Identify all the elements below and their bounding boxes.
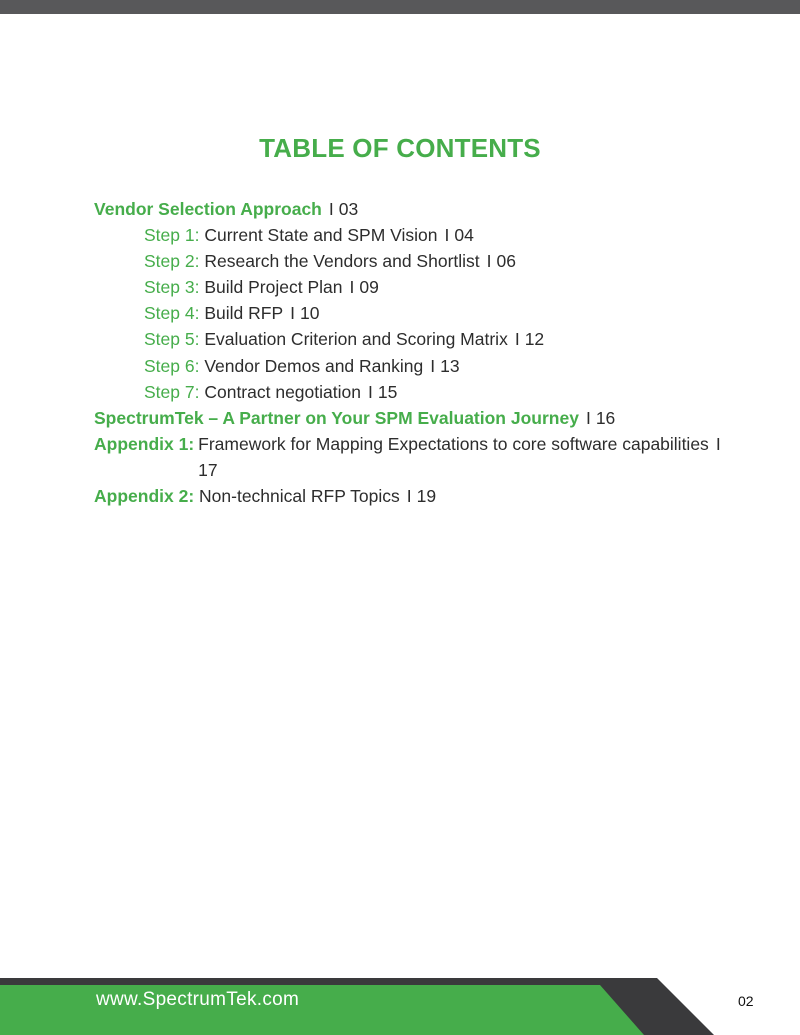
step-label: Step 4: [144,303,200,324]
appendix-text: Non-technical RFP Topics [199,486,400,507]
toc-page-number: 03 [338,199,359,219]
toc-entry-step-2[interactable] [94,248,734,274]
toc-page-number: 09 [359,277,379,298]
toc-entry-step-6[interactable] [94,353,734,379]
step-label: Step 6: [144,355,200,376]
step-label: Step 7: [144,381,200,402]
separator: I [430,355,436,376]
step-label: Step 3: [144,277,200,298]
toc-entry-partner[interactable] [94,405,734,431]
toc-entry-appendix-2[interactable] [94,483,734,509]
toc-page-number: 06 [496,251,516,272]
separator: I [444,225,450,246]
appendix-text: Framework for Mapping Expectations to core software capabilities [198,433,709,454]
step-label: Step 5: [144,329,200,350]
separator: I [406,486,412,507]
footer-website-link[interactable]: www.SpectrumTek.com [96,989,300,1010]
toc-entry-vendor-selection[interactable] [94,196,734,222]
toc-page-number: 17 [198,459,218,480]
separator: I [585,407,591,428]
separator: I [367,381,373,402]
toc-entry-label: Vendor Selection Approach [94,199,322,219]
top-bar [0,0,800,14]
step-label: Step 2: [144,251,200,272]
step-text: Current State and SPM Vision [204,225,438,246]
step-text: Build Project Plan [204,277,343,298]
toc-page-number: 04 [454,225,474,246]
step-text: Contract negotiation [204,381,361,402]
toc-page-number: 16 [595,407,616,428]
separator: I [328,199,334,219]
toc-entry-step-7[interactable] [94,379,734,405]
toc-entry-step-5[interactable] [94,326,734,352]
separator: I [715,433,721,454]
toc-entry-step-3[interactable] [94,274,734,300]
step-text: Evaluation Criterion and Scoring Matrix [204,329,508,350]
step-text: Research the Vendors and Shortlist [204,251,480,272]
toc-page-number: 12 [524,329,545,350]
table-of-contents [94,196,734,509]
separator: I [514,329,520,350]
separator: I [290,303,295,324]
toc-page-number: 19 [416,486,437,507]
appendix-label: Appendix 1: [94,433,195,454]
toc-entry-step-1[interactable] [94,222,734,248]
toc-page-number: 13 [440,355,460,376]
toc-entry-step-4[interactable] [94,300,734,326]
toc-entry-appendix-1[interactable] [94,431,734,483]
page-number: 02 [738,993,754,1009]
step-label: Step 1: [144,225,200,246]
separator: I [486,251,492,272]
step-text: Build RFP [204,303,284,324]
toc-entry-label: SpectrumTek – A Partner on Your SPM Evaluation Journey [94,407,579,428]
appendix-label: Appendix 2: [94,486,195,507]
step-text: Vendor Demos and Ranking [204,355,424,376]
appendix-text-wrap [198,431,734,483]
separator: I [349,277,355,298]
page-title: TABLE OF CONTENTS [259,133,541,163]
toc-page-number: 15 [377,381,398,402]
toc-page-number: 10 [300,303,320,324]
